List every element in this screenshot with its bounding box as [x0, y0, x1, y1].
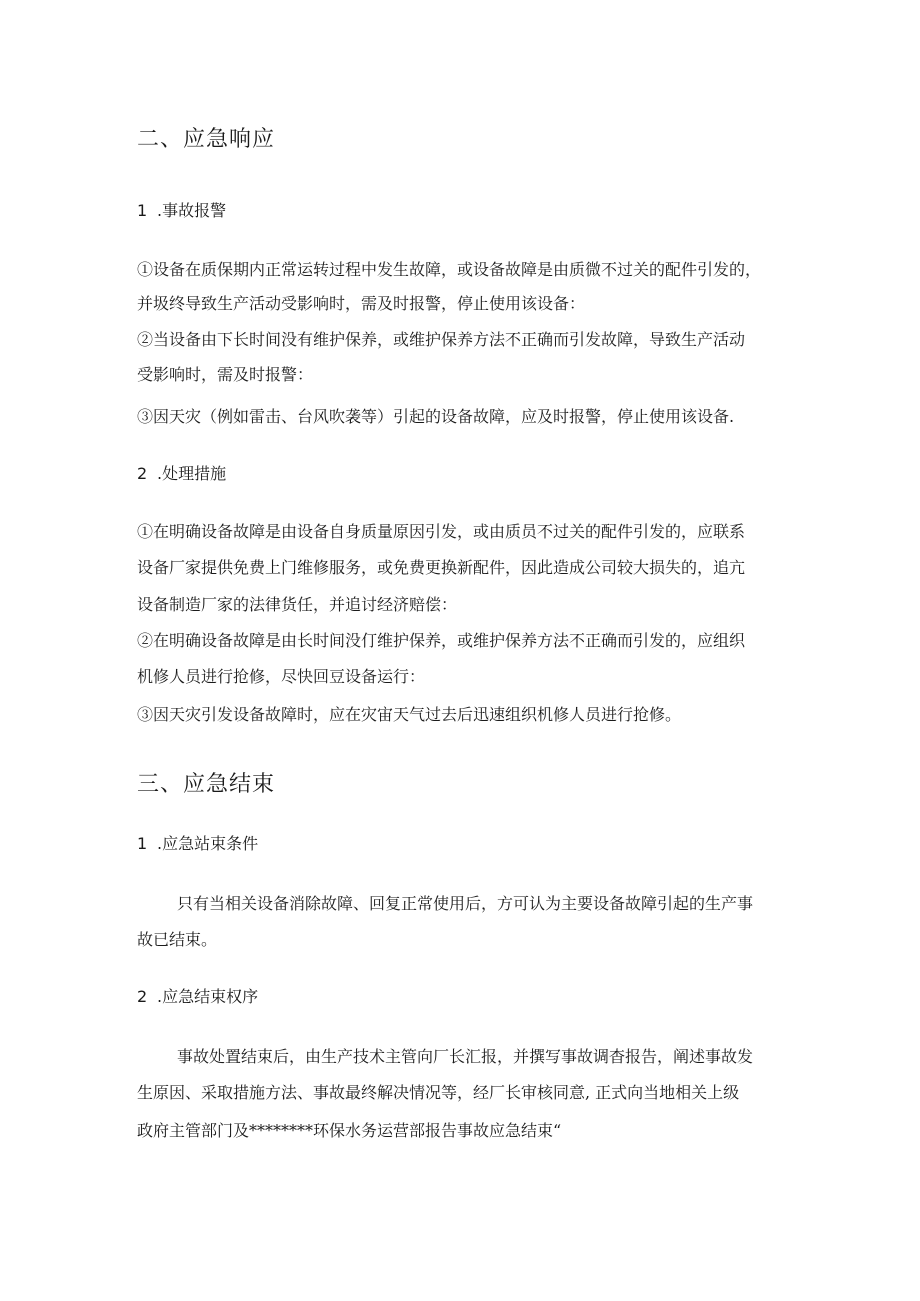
paragraph-line: 机修人员进行抢修，尽快回豆设备运行：	[137, 667, 426, 686]
paragraph-line: 并圾终导致生产活动受影响时，需及时报警，停止使用该设备：	[137, 294, 586, 313]
paragraph-line: ②在明确设备故障是由长时间没仃维护保养，或维护保养方法不正确而引发的，应组织	[137, 631, 746, 650]
subheading-number: 1	[137, 201, 148, 220]
subheading-number: 2	[137, 464, 148, 483]
paragraph-line: 设备厂家提供免费上门维修服务，或免费更换新配件，因此造成公司较大损失的，追亢	[137, 558, 746, 577]
section-heading-emergency-end: 三、应急结束	[137, 772, 276, 797]
paragraph-line: 事故处置结束后，由生产技术主管向厂长汇报，并撰写事故调杳报告，阐述事故发	[177, 1047, 754, 1066]
section-heading-emergency-response: 二、应急响应	[137, 127, 276, 152]
subheading-title: .应急结束权序	[157, 987, 259, 1006]
paragraph-line: 只有当相关设备消除故障、回复正常使用后，方可认为主要设备故障引起的生产事	[177, 894, 754, 913]
subheading-number: 2	[137, 987, 148, 1006]
subheading-end-conditions	[137, 833, 258, 855]
paragraph-line: ①设备在质保期内正常运转过程中发生故障，或设备故障是由质微不过关的配件引发的，	[137, 260, 762, 279]
paragraph-line: ②当设备由下长时间没有维护保养，或维护保养方法不正确而引发故障，导致生产活动	[137, 330, 746, 349]
subheading-number: 1	[137, 834, 148, 853]
paragraph-line: 生原因、采取措施方法、事故最终解决情况等，经厂长审核同意, 正式向当地相关上级	[137, 1083, 740, 1102]
subheading-handling-measures	[137, 463, 226, 485]
subheading-title: .处理措施	[157, 464, 227, 483]
paragraph-line: ③因天灾（例如雷击、台风吹袭等）引起的设备故障，应及时报警，停止使用该设备.	[137, 407, 735, 426]
paragraph-line: 受影响时，需及时报警：	[137, 365, 314, 384]
subheading-title: .应急站束条件	[157, 834, 259, 853]
paragraph-line: ①在明确设备故障是由设备自身质量原因引发，或由质员不过关的配件引发的，应联系	[137, 522, 746, 541]
subheading-end-procedure	[137, 986, 258, 1008]
paragraph-line: 故已结束。	[137, 930, 218, 949]
paragraph-line: 政府主管部门及********环保水务运营部报告事故应急结束“	[137, 1121, 562, 1140]
paragraph-line: 设备制造厂家的法律货任，并追讨经济赔偿：	[137, 595, 458, 614]
subheading-title: .事故报警	[157, 201, 227, 220]
subheading-accident-alarm	[137, 200, 226, 222]
paragraph-line: ③因天灾引发设备故障时，应在灾宙天气过去后迅速组织机修人员进行抢修。	[137, 705, 682, 724]
